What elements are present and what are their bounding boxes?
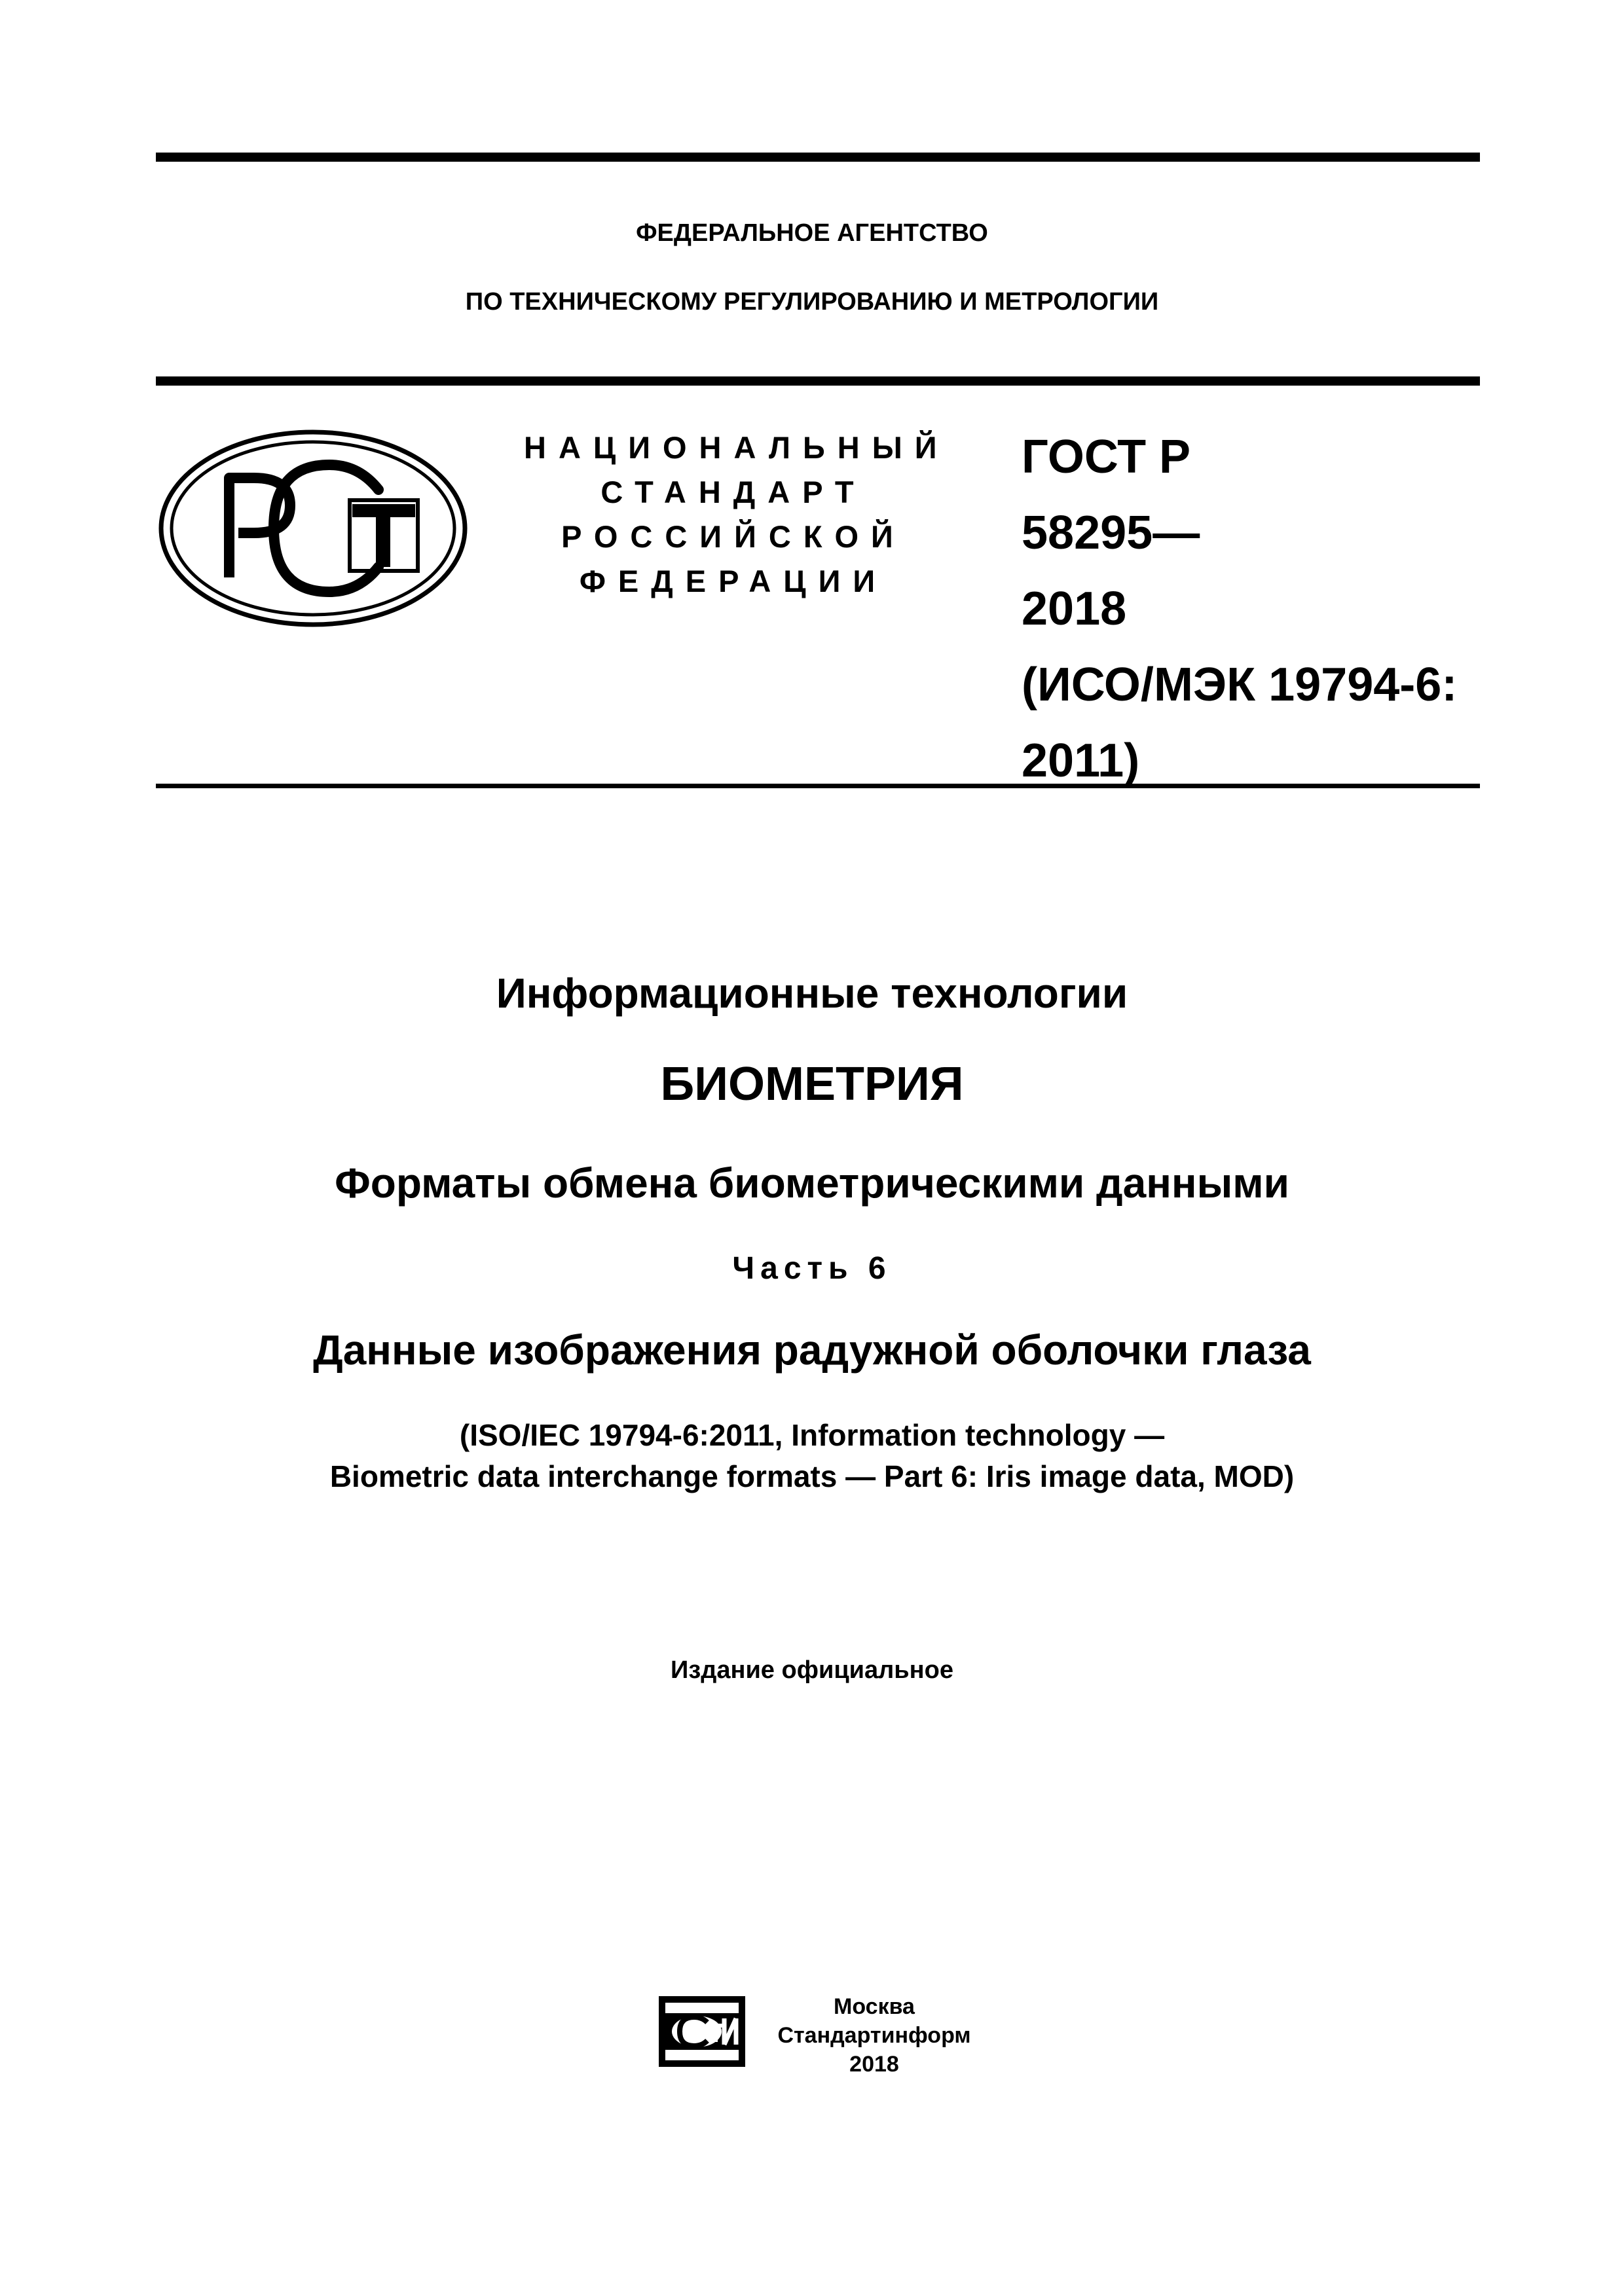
publisher-block [766, 1992, 982, 2079]
national-standard-line: РОССИЙСКОЙ [561, 519, 906, 554]
title-line-3: Форматы обмена биометрическими данными [335, 1159, 1289, 1207]
original-title-line-1: (ISO/IEC 19794-6:2011, Information technology — [459, 1418, 1165, 1452]
publisher-city: Москва [834, 1994, 915, 2019]
publisher-name: Стандартинформ [777, 2023, 971, 2048]
title-part: Часть 6 [732, 1251, 892, 1286]
agency-name-line2: ПО ТЕХНИЧЕСКОМУ РЕГУЛИРОВАНИЮ И МЕТРОЛОГИИ [465, 288, 1159, 316]
title-line-1: Информационные технологии [496, 970, 1128, 1017]
designation-line: ГОСТ Р [1022, 431, 1191, 483]
agency-name-line1: ФЕДЕРАЛЬНОЕ АГЕНТСТВО [636, 219, 988, 247]
rst-logo-icon [156, 427, 470, 630]
edition-label: Издание официальное [671, 1656, 953, 1684]
national-standard-label [524, 426, 950, 604]
original-title-line-2: Biometric data interchange formats — Part 6: Iris image data, MOD) [329, 1459, 1295, 1493]
national-standard-line: СТАНДАРТ [600, 475, 866, 509]
title-line-2: БИОМЕТРИЯ [660, 1058, 964, 1110]
designation-line: 58295— [1022, 507, 1200, 559]
designation-line: 2011) [1022, 735, 1140, 787]
standartinform-logo-icon [656, 1994, 748, 2071]
publisher-year: 2018 [849, 2052, 899, 2077]
national-standard-line: ФЕДЕРАЦИИ [579, 564, 888, 598]
standard-designation [1022, 419, 1457, 799]
title-line-5: Данные изображения радужной оболочки глаза [313, 1326, 1311, 1374]
designation-line: (ИСО/МЭК 19794-6: [1022, 659, 1458, 711]
header-bottom-rule [156, 376, 1480, 386]
designation-line: 2018 [1022, 583, 1127, 635]
national-standard-line: НАЦИОНАЛЬНЫЙ [524, 430, 950, 465]
top-rule [156, 153, 1480, 162]
